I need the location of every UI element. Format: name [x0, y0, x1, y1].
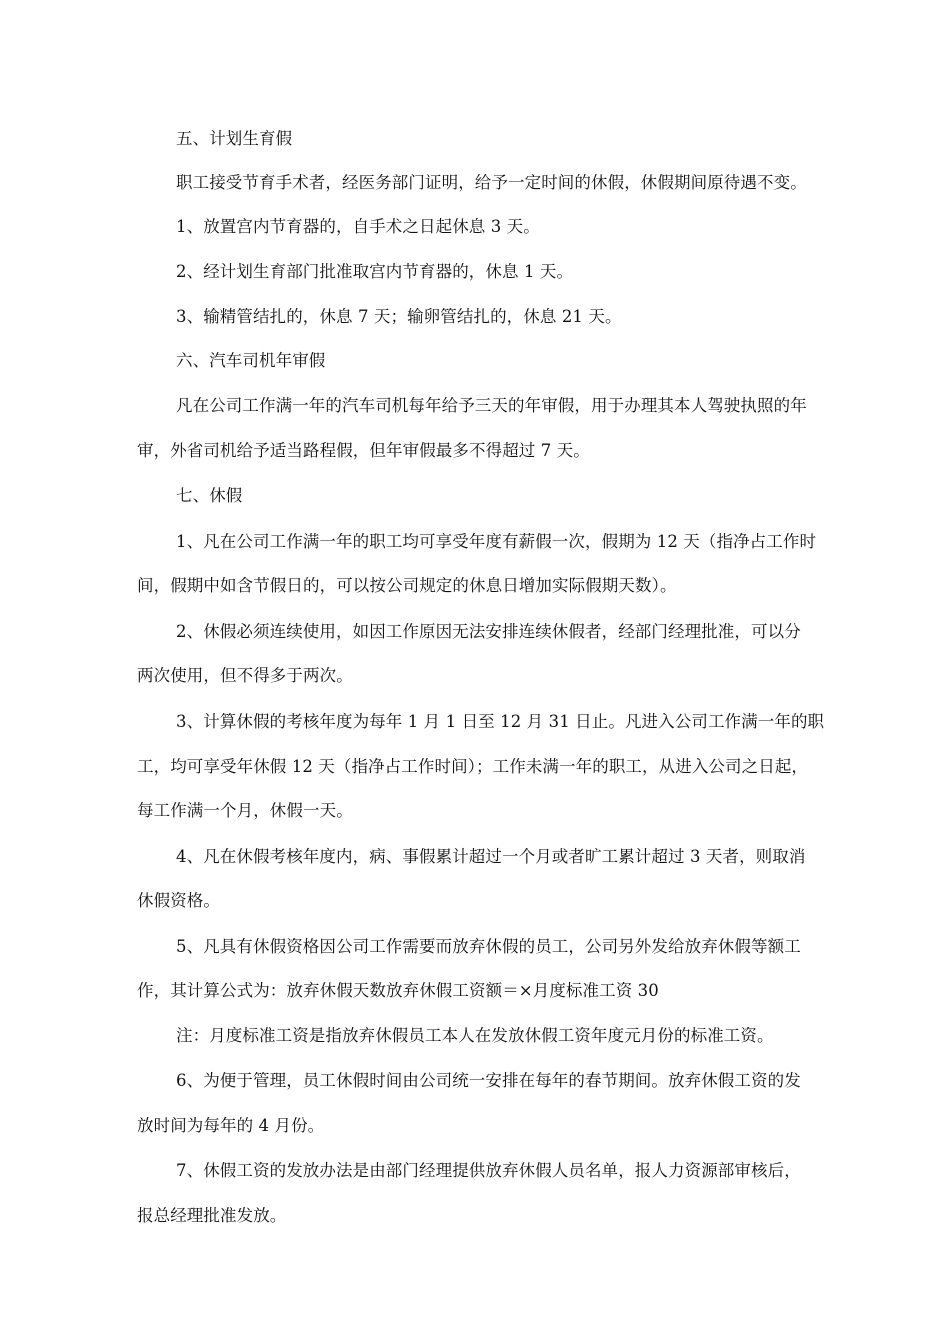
section-heading-family-planning-leave: 五、计划生育假	[176, 129, 293, 148]
list-item-line: 作，其计算公式为：放弃休假天数放弃休假工资额＝×月度标准工资 30	[137, 981, 659, 1000]
list-item-line: 2、休假必须连续使用，如因工作原因无法安排连续休假者，经部门经理批准，可以分	[176, 622, 801, 641]
list-item-line: 3、计算休假的考核年度为每年 1 月 1 日至 12 月 31 日止。凡进入公司工作满一年的职	[176, 712, 825, 731]
list-item-line: 4、凡在休假考核年度内，病、事假累计超过一个月或者旷工累计超过 3 天者，则取消	[176, 847, 806, 866]
list-item-line: 间，假期中如含节假日的，可以按公司规定的休息日增加实际假期天数）。	[137, 576, 677, 595]
list-item-line: 报总经理批准发放。	[137, 1206, 287, 1225]
list-item-line: 1、放置宫内节育器的，自手术之日起休息 3 天。	[176, 217, 540, 236]
list-item-line: 休假资格。	[137, 891, 220, 910]
paragraph-line: 职工接受节育手术者，经医务部门证明，给予一定时间的休假，休假期间原待遇不变。	[176, 173, 807, 192]
list-item-line: 7、休假工资的发放办法是由部门经理提供放弃休假人员名单，报人力资源部审核后，	[176, 1161, 801, 1180]
section-heading-driver-annual-review-leave: 六、汽车司机年审假	[176, 351, 326, 370]
paragraph-line: 审，外省司机给予适当路程假，但年审假最多不得超过 7 天。	[137, 441, 590, 460]
list-item-line: 6、为便于管理，员工休假时间由公司统一安排在每年的春节期间。放弃休假工资的发	[176, 1071, 801, 1090]
paragraph-line: 凡在公司工作满一年的汽车司机每年给予三天的年审假，用于办理其本人驾驶执照的年	[176, 396, 807, 415]
list-item-line: 3、输精管结扎的，休息 7 天；输卵管结扎的，休息 21 天。	[176, 307, 622, 326]
list-item-line: 每工作满一个月，休假一天。	[137, 801, 353, 820]
list-item-line: 两次使用，但不得多于两次。	[137, 666, 353, 685]
list-item-line: 2、经计划生育部门批准取宫内节育器的，休息 1 天。	[176, 262, 574, 281]
note-line: 注：月度标准工资是指放弃休假员工本人在发放休假工资年度元月份的标准工资。	[176, 1026, 774, 1045]
list-item-line: 工，均可享受年休假 12 天（指净占工作时间）；工作未满一年的职工，从进入公司之日起，	[137, 757, 809, 776]
list-item-line: 5、凡具有休假资格因公司工作需要而放弃休假的员工，公司另外发给放弃休假等额工	[176, 937, 801, 956]
list-item-line: 放时间为每年的 4 月份。	[137, 1116, 325, 1135]
section-heading-vacation: 七、休假	[176, 486, 243, 505]
list-item-line: 1、凡在公司工作满一年的职工均可享受年度有薪假一次，假期为 12 天（指净占工作时	[176, 532, 817, 551]
